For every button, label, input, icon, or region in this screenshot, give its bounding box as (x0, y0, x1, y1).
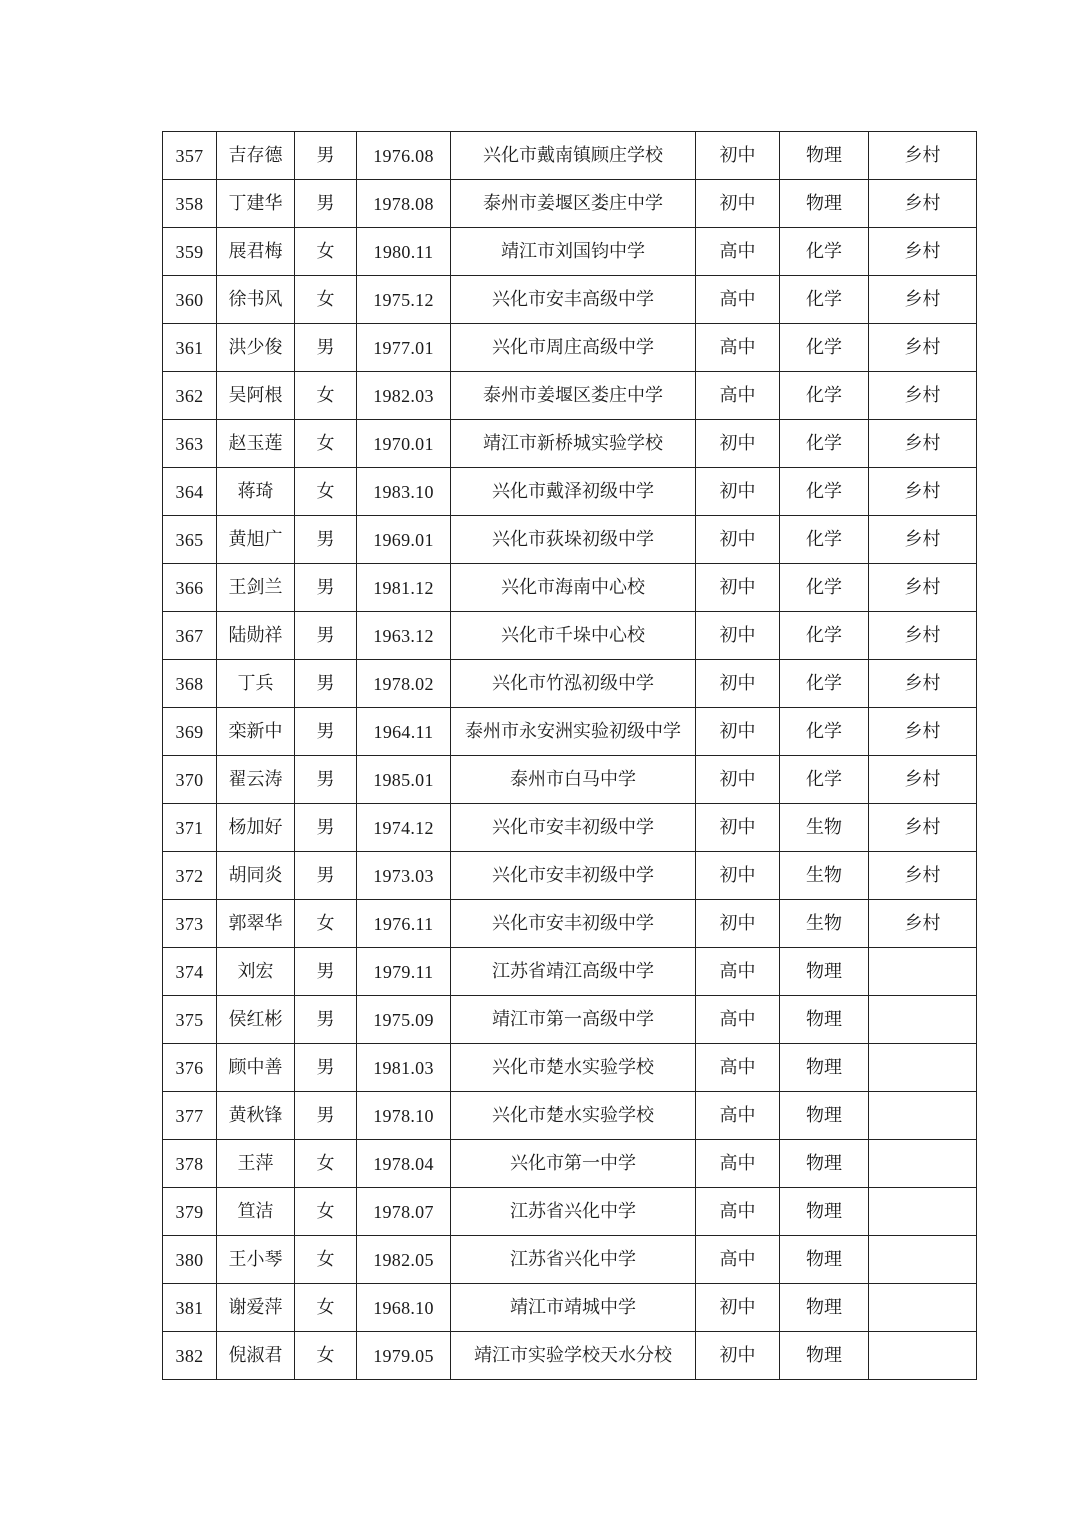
subject-cell: 物理 (780, 132, 869, 180)
school-name-cell: 兴化市海南中心校 (451, 564, 696, 612)
subject-cell: 物理 (780, 1092, 869, 1140)
area-type-cell: 乡村 (869, 708, 977, 756)
birth-date-cell: 1970.01 (357, 420, 451, 468)
school-level-cell: 初中 (696, 564, 780, 612)
subject-cell: 物理 (780, 1284, 869, 1332)
table-row (163, 324, 977, 372)
school-name-cell: 靖江市实验学校天水分校 (451, 1332, 696, 1380)
area-type-cell (869, 1188, 977, 1236)
teacher-name-cell: 黄旭广 (217, 516, 295, 564)
birth-date-cell: 1978.02 (357, 660, 451, 708)
teacher-name-cell: 刘宏 (217, 948, 295, 996)
area-type-cell: 乡村 (869, 756, 977, 804)
gender-cell: 男 (295, 948, 357, 996)
area-type-cell: 乡村 (869, 276, 977, 324)
birth-date-cell: 1978.04 (357, 1140, 451, 1188)
row-number-cell: 363 (163, 420, 217, 468)
table-row (163, 1332, 977, 1380)
subject-cell: 生物 (780, 804, 869, 852)
subject-cell: 物理 (780, 948, 869, 996)
area-type-cell: 乡村 (869, 516, 977, 564)
gender-cell: 男 (295, 516, 357, 564)
school-name-cell: 兴化市荻垛初级中学 (451, 516, 696, 564)
area-type-cell (869, 948, 977, 996)
table-row (163, 756, 977, 804)
teacher-name-cell: 笪洁 (217, 1188, 295, 1236)
school-name-cell: 泰州市姜堰区娄庄中学 (451, 180, 696, 228)
birth-date-cell: 1963.12 (357, 612, 451, 660)
school-level-cell: 高中 (696, 1092, 780, 1140)
table-row (163, 804, 977, 852)
school-name-cell: 泰州市白马中学 (451, 756, 696, 804)
row-number-cell: 371 (163, 804, 217, 852)
school-name-cell: 江苏省靖江高级中学 (451, 948, 696, 996)
area-type-cell (869, 1092, 977, 1140)
school-name-cell: 兴化市安丰初级中学 (451, 804, 696, 852)
gender-cell: 女 (295, 228, 357, 276)
row-number-cell: 365 (163, 516, 217, 564)
school-name-cell: 兴化市楚水实验学校 (451, 1092, 696, 1140)
table-row (163, 1188, 977, 1236)
teacher-name-cell: 展君梅 (217, 228, 295, 276)
school-level-cell: 初中 (696, 708, 780, 756)
gender-cell: 男 (295, 708, 357, 756)
school-level-cell: 初中 (696, 420, 780, 468)
table-row (163, 1236, 977, 1284)
table-row (163, 1092, 977, 1140)
subject-cell: 化学 (780, 660, 869, 708)
school-name-cell: 兴化市戴泽初级中学 (451, 468, 696, 516)
subject-cell: 化学 (780, 228, 869, 276)
subject-cell: 化学 (780, 324, 869, 372)
birth-date-cell: 1969.01 (357, 516, 451, 564)
school-level-cell: 初中 (696, 1284, 780, 1332)
area-type-cell (869, 996, 977, 1044)
row-number-cell: 382 (163, 1332, 217, 1380)
school-level-cell: 高中 (696, 276, 780, 324)
gender-cell: 男 (295, 996, 357, 1044)
birth-date-cell: 1975.12 (357, 276, 451, 324)
teacher-name-cell: 陆勋祥 (217, 612, 295, 660)
area-type-cell: 乡村 (869, 852, 977, 900)
subject-cell: 物理 (780, 996, 869, 1044)
birth-date-cell: 1976.11 (357, 900, 451, 948)
table-row (163, 132, 977, 180)
row-number-cell: 373 (163, 900, 217, 948)
subject-cell: 物理 (780, 1332, 869, 1380)
teacher-name-cell: 吴阿根 (217, 372, 295, 420)
gender-cell: 女 (295, 900, 357, 948)
teacher-name-cell: 黄秋锋 (217, 1092, 295, 1140)
birth-date-cell: 1964.11 (357, 708, 451, 756)
teacher-name-cell: 赵玉莲 (217, 420, 295, 468)
school-name-cell: 泰州市姜堰区娄庄中学 (451, 372, 696, 420)
gender-cell: 女 (295, 468, 357, 516)
table-row (163, 180, 977, 228)
teacher-name-cell: 蒋琦 (217, 468, 295, 516)
school-name-cell: 兴化市周庄高级中学 (451, 324, 696, 372)
row-number-cell: 370 (163, 756, 217, 804)
row-number-cell: 380 (163, 1236, 217, 1284)
gender-cell: 男 (295, 852, 357, 900)
birth-date-cell: 1977.01 (357, 324, 451, 372)
row-number-cell: 376 (163, 1044, 217, 1092)
subject-cell: 化学 (780, 708, 869, 756)
teacher-name-cell: 胡同炎 (217, 852, 295, 900)
subject-cell: 化学 (780, 468, 869, 516)
school-level-cell: 高中 (696, 996, 780, 1044)
gender-cell: 女 (295, 1188, 357, 1236)
table-row (163, 228, 977, 276)
subject-cell: 物理 (780, 180, 869, 228)
teacher-name-cell: 王萍 (217, 1140, 295, 1188)
area-type-cell: 乡村 (869, 612, 977, 660)
school-level-cell: 高中 (696, 948, 780, 996)
birth-date-cell: 1985.01 (357, 756, 451, 804)
row-number-cell: 378 (163, 1140, 217, 1188)
gender-cell: 男 (295, 1044, 357, 1092)
school-level-cell: 高中 (696, 1140, 780, 1188)
school-name-cell: 兴化市竹泓初级中学 (451, 660, 696, 708)
table-row (163, 372, 977, 420)
birth-date-cell: 1974.12 (357, 804, 451, 852)
row-number-cell: 366 (163, 564, 217, 612)
table-row (163, 1284, 977, 1332)
school-level-cell: 初中 (696, 1332, 780, 1380)
subject-cell: 生物 (780, 900, 869, 948)
gender-cell: 男 (295, 180, 357, 228)
row-number-cell: 374 (163, 948, 217, 996)
birth-date-cell: 1983.10 (357, 468, 451, 516)
gender-cell: 男 (295, 564, 357, 612)
birth-date-cell: 1976.08 (357, 132, 451, 180)
area-type-cell: 乡村 (869, 660, 977, 708)
gender-cell: 女 (295, 1332, 357, 1380)
table-row (163, 276, 977, 324)
teacher-name-cell: 王小琴 (217, 1236, 295, 1284)
table-row (163, 852, 977, 900)
birth-date-cell: 1978.07 (357, 1188, 451, 1236)
table-row (163, 948, 977, 996)
gender-cell: 女 (295, 1284, 357, 1332)
school-level-cell: 高中 (696, 1044, 780, 1092)
birth-date-cell: 1973.03 (357, 852, 451, 900)
teacher-name-cell: 谢爱萍 (217, 1284, 295, 1332)
gender-cell: 男 (295, 132, 357, 180)
gender-cell: 男 (295, 324, 357, 372)
table-row (163, 996, 977, 1044)
area-type-cell: 乡村 (869, 132, 977, 180)
teacher-name-cell: 丁兵 (217, 660, 295, 708)
teacher-roster-table (162, 131, 977, 1380)
school-name-cell: 江苏省兴化中学 (451, 1188, 696, 1236)
school-level-cell: 高中 (696, 1188, 780, 1236)
area-type-cell (869, 1284, 977, 1332)
table-row (163, 1044, 977, 1092)
table-row (163, 468, 977, 516)
area-type-cell: 乡村 (869, 228, 977, 276)
school-name-cell: 靖江市第一高级中学 (451, 996, 696, 1044)
school-level-cell: 初中 (696, 756, 780, 804)
gender-cell: 女 (295, 1140, 357, 1188)
subject-cell: 化学 (780, 564, 869, 612)
row-number-cell: 375 (163, 996, 217, 1044)
school-level-cell: 初中 (696, 132, 780, 180)
gender-cell: 男 (295, 612, 357, 660)
school-level-cell: 高中 (696, 228, 780, 276)
roster-body (163, 132, 977, 1380)
row-number-cell: 377 (163, 1092, 217, 1140)
school-level-cell: 初中 (696, 180, 780, 228)
subject-cell: 物理 (780, 1044, 869, 1092)
school-name-cell: 兴化市安丰初级中学 (451, 852, 696, 900)
subject-cell: 物理 (780, 1188, 869, 1236)
teacher-name-cell: 倪淑君 (217, 1332, 295, 1380)
school-level-cell: 初中 (696, 900, 780, 948)
teacher-name-cell: 顾中善 (217, 1044, 295, 1092)
area-type-cell (869, 1236, 977, 1284)
subject-cell: 化学 (780, 612, 869, 660)
teacher-name-cell: 吉存德 (217, 132, 295, 180)
birth-date-cell: 1979.11 (357, 948, 451, 996)
area-type-cell: 乡村 (869, 372, 977, 420)
gender-cell: 女 (295, 276, 357, 324)
gender-cell: 男 (295, 756, 357, 804)
subject-cell: 化学 (780, 420, 869, 468)
school-level-cell: 初中 (696, 804, 780, 852)
area-type-cell: 乡村 (869, 804, 977, 852)
row-number-cell: 359 (163, 228, 217, 276)
school-level-cell: 初中 (696, 516, 780, 564)
school-name-cell: 兴化市安丰初级中学 (451, 900, 696, 948)
teacher-name-cell: 洪少俊 (217, 324, 295, 372)
table-row (163, 420, 977, 468)
subject-cell: 化学 (780, 276, 869, 324)
table-row (163, 900, 977, 948)
birth-date-cell: 1981.12 (357, 564, 451, 612)
teacher-name-cell: 徐书风 (217, 276, 295, 324)
teacher-name-cell: 丁建华 (217, 180, 295, 228)
birth-date-cell: 1968.10 (357, 1284, 451, 1332)
row-number-cell: 381 (163, 1284, 217, 1332)
subject-cell: 化学 (780, 756, 869, 804)
birth-date-cell: 1979.05 (357, 1332, 451, 1380)
school-level-cell: 初中 (696, 660, 780, 708)
subject-cell: 物理 (780, 1140, 869, 1188)
school-level-cell: 初中 (696, 852, 780, 900)
row-number-cell: 358 (163, 180, 217, 228)
teacher-name-cell: 侯红彬 (217, 996, 295, 1044)
school-level-cell: 高中 (696, 1236, 780, 1284)
table-row (163, 564, 977, 612)
gender-cell: 男 (295, 804, 357, 852)
table-row (163, 516, 977, 564)
row-number-cell: 364 (163, 468, 217, 516)
area-type-cell: 乡村 (869, 900, 977, 948)
school-name-cell: 兴化市楚水实验学校 (451, 1044, 696, 1092)
school-name-cell: 兴化市戴南镇顾庄学校 (451, 132, 696, 180)
area-type-cell: 乡村 (869, 324, 977, 372)
area-type-cell (869, 1140, 977, 1188)
gender-cell: 女 (295, 1236, 357, 1284)
gender-cell: 女 (295, 372, 357, 420)
subject-cell: 化学 (780, 372, 869, 420)
row-number-cell: 372 (163, 852, 217, 900)
birth-date-cell: 1981.03 (357, 1044, 451, 1092)
birth-date-cell: 1980.11 (357, 228, 451, 276)
school-level-cell: 高中 (696, 324, 780, 372)
area-type-cell: 乡村 (869, 564, 977, 612)
gender-cell: 男 (295, 660, 357, 708)
school-name-cell: 靖江市靖城中学 (451, 1284, 696, 1332)
school-name-cell: 靖江市新桥城实验学校 (451, 420, 696, 468)
row-number-cell: 367 (163, 612, 217, 660)
row-number-cell: 362 (163, 372, 217, 420)
table-row (163, 1140, 977, 1188)
school-level-cell: 初中 (696, 612, 780, 660)
table-row (163, 612, 977, 660)
subject-cell: 物理 (780, 1236, 869, 1284)
table-row (163, 708, 977, 756)
school-name-cell: 泰州市永安洲实验初级中学 (451, 708, 696, 756)
row-number-cell: 369 (163, 708, 217, 756)
area-type-cell (869, 1332, 977, 1380)
school-name-cell: 江苏省兴化中学 (451, 1236, 696, 1284)
gender-cell: 男 (295, 1092, 357, 1140)
teacher-name-cell: 栾新中 (217, 708, 295, 756)
school-level-cell: 初中 (696, 468, 780, 516)
row-number-cell: 379 (163, 1188, 217, 1236)
school-name-cell: 兴化市千垛中心校 (451, 612, 696, 660)
school-name-cell: 靖江市刘国钧中学 (451, 228, 696, 276)
area-type-cell: 乡村 (869, 180, 977, 228)
birth-date-cell: 1975.09 (357, 996, 451, 1044)
birth-date-cell: 1978.08 (357, 180, 451, 228)
row-number-cell: 361 (163, 324, 217, 372)
school-name-cell: 兴化市第一中学 (451, 1140, 696, 1188)
row-number-cell: 360 (163, 276, 217, 324)
gender-cell: 女 (295, 420, 357, 468)
teacher-name-cell: 王剑兰 (217, 564, 295, 612)
subject-cell: 生物 (780, 852, 869, 900)
table-row (163, 660, 977, 708)
teacher-name-cell: 郭翠华 (217, 900, 295, 948)
teacher-name-cell: 杨加好 (217, 804, 295, 852)
school-name-cell: 兴化市安丰高级中学 (451, 276, 696, 324)
teacher-name-cell: 翟云涛 (217, 756, 295, 804)
area-type-cell: 乡村 (869, 468, 977, 516)
area-type-cell (869, 1044, 977, 1092)
birth-date-cell: 1982.03 (357, 372, 451, 420)
birth-date-cell: 1978.10 (357, 1092, 451, 1140)
subject-cell: 化学 (780, 516, 869, 564)
birth-date-cell: 1982.05 (357, 1236, 451, 1284)
row-number-cell: 368 (163, 660, 217, 708)
school-level-cell: 高中 (696, 372, 780, 420)
area-type-cell: 乡村 (869, 420, 977, 468)
row-number-cell: 357 (163, 132, 217, 180)
